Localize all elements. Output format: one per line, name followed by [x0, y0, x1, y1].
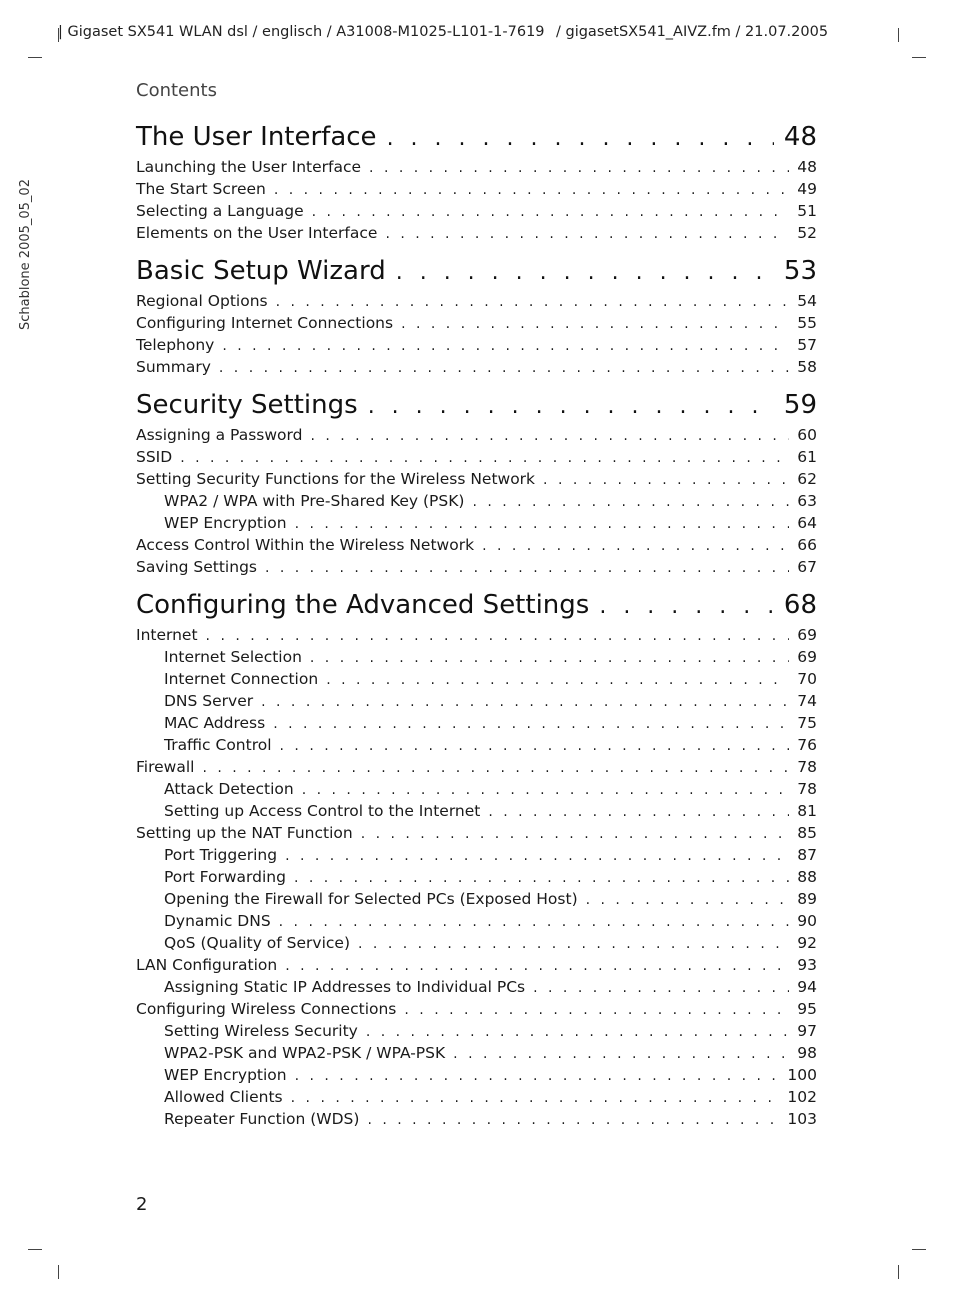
- dot-leader: [599, 594, 774, 619]
- toc-entry-title: Port Forwarding: [164, 868, 286, 886]
- dot-leader: [291, 1090, 780, 1106]
- header-left: | Gigaset SX541 WLAN dsl / englisch / A31008-M1025-L101-1-7619: [58, 24, 545, 40]
- toc-entry-page: 90: [797, 912, 817, 930]
- dot-leader: [367, 1112, 779, 1128]
- dot-leader: [276, 294, 790, 310]
- toc-subentry[interactable]: [136, 890, 817, 912]
- toc-entry-list: [136, 626, 817, 1132]
- toc-entry[interactable]: [136, 558, 817, 580]
- dot-leader: [302, 782, 790, 798]
- section-label: Contents: [136, 80, 217, 101]
- toc-entry-title: Opening the Firewall for Selected PCs (Exposed Host): [164, 890, 578, 908]
- toc-entry-title: Firewall: [136, 758, 195, 776]
- toc-section: [136, 256, 817, 380]
- toc-entry[interactable]: [136, 758, 817, 780]
- toc-entry-page: 63: [797, 492, 817, 510]
- toc-entry[interactable]: [136, 202, 817, 224]
- dot-leader: [273, 716, 789, 732]
- toc-entry-page: 78: [797, 758, 817, 776]
- toc-entry-list: [136, 158, 817, 246]
- toc-entry[interactable]: [136, 824, 817, 846]
- toc-entry-page: 95: [797, 1000, 817, 1018]
- toc-subentry[interactable]: [136, 1044, 817, 1066]
- toc-entry[interactable]: [136, 470, 817, 492]
- toc-entry-title: Launching the User Interface: [136, 158, 362, 176]
- toc-entry[interactable]: [136, 314, 817, 336]
- toc-entry-page: 75: [797, 714, 817, 732]
- toc-entry-page: 48: [797, 158, 817, 176]
- toc-entry-title: Allowed Clients: [164, 1088, 283, 1106]
- toc-entry-page: 88: [797, 868, 817, 886]
- toc-entry-title: Telephony: [136, 336, 215, 354]
- crop-mark: [58, 1265, 59, 1279]
- toc-subentry[interactable]: [136, 736, 817, 758]
- toc-entry-title: Port Triggering: [164, 846, 278, 864]
- toc-entry-title: Setting up the NAT Function: [136, 824, 353, 842]
- dot-leader: [202, 760, 789, 776]
- toc-entry-title: Traffic Control: [164, 736, 272, 754]
- toc-entry[interactable]: [136, 336, 817, 358]
- toc-entry-title: Dynamic DNS: [164, 912, 271, 930]
- toc-entry-page: 103: [787, 1110, 817, 1128]
- toc-entry-title: MAC Address: [164, 714, 266, 732]
- toc-section-page: 68: [783, 590, 817, 620]
- dot-leader: [453, 1046, 789, 1062]
- toc-subentry[interactable]: [136, 1088, 817, 1110]
- toc-subentry[interactable]: [136, 780, 817, 802]
- toc-entry-title: Summary: [136, 358, 211, 376]
- toc-entry[interactable]: [136, 358, 817, 380]
- toc-entry-page: 69: [797, 626, 817, 644]
- toc-entry[interactable]: [136, 1000, 817, 1022]
- toc-entry[interactable]: [136, 956, 817, 978]
- crop-mark: [898, 28, 899, 42]
- toc-subentry[interactable]: [136, 670, 817, 692]
- dot-leader: [285, 958, 789, 974]
- toc-subentry[interactable]: [136, 514, 817, 536]
- toc-entry-page: 58: [797, 358, 817, 376]
- toc-entry-page: 69: [797, 648, 817, 666]
- toc-entry-title: Repeater Function (WDS): [164, 1110, 360, 1128]
- toc-section-title: Security Settings: [136, 390, 358, 420]
- toc-entry[interactable]: [136, 626, 817, 648]
- dot-leader: [310, 650, 789, 666]
- template-label: Schablone 2005_05_02: [18, 179, 33, 330]
- dot-leader: [482, 538, 789, 554]
- dot-leader: [488, 804, 789, 820]
- toc-section: [136, 590, 817, 1132]
- toc-entry-title: Internet Connection: [164, 670, 319, 688]
- dot-leader: [368, 394, 774, 419]
- toc-entry-title: Setting up Access Control to the Internet: [164, 802, 481, 820]
- toc-entry[interactable]: [136, 224, 817, 246]
- toc-entry-title: Assigning Static IP Addresses to Individual PCs: [164, 978, 526, 996]
- toc-entry-page: 85: [797, 824, 817, 842]
- toc-section-page: 53: [783, 256, 817, 286]
- toc-entry-page: 51: [797, 202, 817, 220]
- toc-subentry[interactable]: [136, 934, 817, 956]
- toc-entry-page: 87: [797, 846, 817, 864]
- toc-entry-page: 66: [797, 536, 817, 554]
- toc-entry[interactable]: [136, 292, 817, 314]
- dot-leader: [206, 628, 790, 644]
- toc-entry-page: 57: [797, 336, 817, 354]
- dot-leader: [404, 1002, 789, 1018]
- dot-leader: [285, 848, 789, 864]
- dot-leader: [369, 160, 789, 176]
- toc-entry-title: LAN Configuration: [136, 956, 278, 974]
- toc-entry-page: 97: [797, 1022, 817, 1040]
- dot-leader: [472, 494, 789, 510]
- toc-subentry[interactable]: [136, 492, 817, 514]
- toc-entry-title: WPA2 / WPA with Pre-Shared Key (PSK): [164, 492, 465, 510]
- toc-section-heading[interactable]: [136, 122, 817, 158]
- document-header: [58, 24, 828, 40]
- dot-leader: [396, 260, 774, 285]
- toc-entry[interactable]: [136, 426, 817, 448]
- toc-subentry[interactable]: [136, 846, 817, 868]
- dot-leader: [401, 316, 789, 332]
- toc-entry-title: Assigning a Password: [136, 426, 303, 444]
- dot-leader: [310, 428, 789, 444]
- toc-entry-page: 76: [797, 736, 817, 754]
- toc-entry-page: 60: [797, 426, 817, 444]
- toc-entry-page: 94: [797, 978, 817, 996]
- toc-entry-page: 62: [797, 470, 817, 488]
- toc-subentry[interactable]: [136, 692, 817, 714]
- toc-subentry[interactable]: [136, 648, 817, 670]
- toc-entry-page: 93: [797, 956, 817, 974]
- dot-leader: [586, 892, 790, 908]
- toc-subentry[interactable]: [136, 802, 817, 824]
- toc-entry-title: Configuring Internet Connections: [136, 314, 394, 332]
- toc-subentry[interactable]: [136, 978, 817, 1000]
- crop-mark: [912, 57, 926, 58]
- toc-subentry[interactable]: [136, 912, 817, 934]
- toc-entry-page: 49: [797, 180, 817, 198]
- toc-subentry[interactable]: [136, 1066, 817, 1088]
- toc-entry-page: 70: [797, 670, 817, 688]
- dot-leader: [366, 1024, 789, 1040]
- toc-section-heading[interactable]: [136, 390, 817, 426]
- dot-leader: [274, 182, 789, 198]
- dot-leader: [294, 870, 789, 886]
- toc-section: [136, 390, 817, 580]
- dot-leader: [180, 450, 789, 466]
- crop-mark: [912, 1249, 926, 1250]
- toc-entry-page: 54: [797, 292, 817, 310]
- toc-entry-page: 55: [797, 314, 817, 332]
- toc-section-heading[interactable]: [136, 256, 817, 292]
- toc-entry-page: 98: [797, 1044, 817, 1062]
- toc-entry-title: Internet: [136, 626, 198, 644]
- dot-leader: [265, 560, 789, 576]
- toc-entry-title: Attack Detection: [164, 780, 294, 798]
- toc-entry-title: Saving Settings: [136, 558, 257, 576]
- dot-leader: [261, 694, 789, 710]
- toc-entry-title: Regional Options: [136, 292, 268, 310]
- page-number: 2: [136, 1194, 148, 1215]
- toc-entry-title: Selecting a Language: [136, 202, 304, 220]
- toc-entry-title: Configuring Wireless Connections: [136, 1000, 397, 1018]
- toc-entry-title: Access Control Within the Wireless Network: [136, 536, 475, 554]
- toc-entry-title: Elements on the User Interface: [136, 224, 378, 242]
- toc-entry-page: 89: [797, 890, 817, 908]
- toc-entry-title: WEP Encryption: [164, 514, 287, 532]
- toc-section-title: The User Interface: [136, 122, 377, 152]
- toc-entry[interactable]: [136, 180, 817, 202]
- crop-mark: [28, 57, 42, 58]
- toc-entry-title: Internet Selection: [164, 648, 302, 666]
- crop-mark: [898, 1265, 899, 1279]
- toc-section-heading[interactable]: [136, 590, 817, 626]
- dot-leader: [280, 738, 790, 754]
- crop-mark: [28, 1249, 42, 1250]
- toc-entry[interactable]: [136, 448, 817, 470]
- dot-leader: [295, 516, 790, 532]
- toc-entry[interactable]: [136, 158, 817, 180]
- toc-entry-page: 92: [797, 934, 817, 952]
- toc-entry-page: 102: [787, 1088, 817, 1106]
- toc-entry[interactable]: [136, 536, 817, 558]
- dot-leader: [361, 826, 790, 842]
- toc-entry-title: QoS (Quality of Service): [164, 934, 351, 952]
- toc-entry-page: 78: [797, 780, 817, 798]
- dot-leader: [387, 126, 774, 151]
- toc-section-title: Configuring the Advanced Settings: [136, 590, 590, 620]
- dot-leader: [358, 936, 789, 952]
- toc-section-page: 59: [783, 390, 817, 420]
- dot-leader: [385, 226, 789, 242]
- toc-subentry[interactable]: [136, 1110, 817, 1132]
- dot-leader: [219, 360, 789, 376]
- toc-entry-title: WEP Encryption: [164, 1066, 287, 1084]
- toc-entry-page: 64: [797, 514, 817, 532]
- toc-entry-title: Setting Security Functions for the Wireless Network: [136, 470, 536, 488]
- toc-entry-page: 67: [797, 558, 817, 576]
- toc-subentry[interactable]: [136, 868, 817, 890]
- toc-entry-list: [136, 292, 817, 380]
- dot-leader: [533, 980, 789, 996]
- dot-leader: [326, 672, 789, 688]
- toc-entry-list: [136, 426, 817, 580]
- toc-entry-title: SSID: [136, 448, 173, 466]
- dot-leader: [222, 338, 789, 354]
- toc-section-page: 48: [783, 122, 817, 152]
- toc-section-title: Basic Setup Wizard: [136, 256, 386, 286]
- toc-entry-page: 81: [797, 802, 817, 820]
- toc-subentry[interactable]: [136, 714, 817, 736]
- toc-entry-title: WPA2-PSK and WPA2-PSK / WPA-PSK: [164, 1044, 446, 1062]
- toc-section: [136, 122, 817, 246]
- toc-entry-page: 100: [787, 1066, 817, 1084]
- dot-leader: [312, 204, 790, 220]
- toc-entry-page: 61: [797, 448, 817, 466]
- toc-entry-page: 74: [797, 692, 817, 710]
- toc-entry-title: DNS Server: [164, 692, 254, 710]
- dot-leader: [543, 472, 789, 488]
- header-right: / gigasetSX541_AIVZ.fm / 21.07.2005: [556, 24, 829, 40]
- dot-leader: [279, 914, 790, 930]
- toc-entry-page: 52: [797, 224, 817, 242]
- dot-leader: [295, 1068, 780, 1084]
- toc-entry-title: The Start Screen: [136, 180, 266, 198]
- toc-subentry[interactable]: [136, 1022, 817, 1044]
- toc-entry-title: Setting Wireless Security: [164, 1022, 358, 1040]
